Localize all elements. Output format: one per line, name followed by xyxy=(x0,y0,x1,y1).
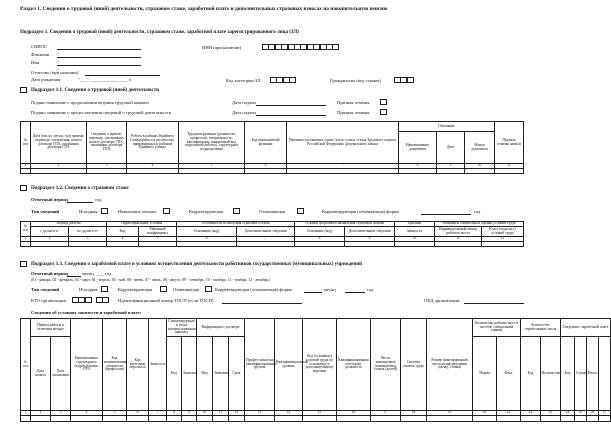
kto-label: КТО организации xyxy=(31,298,66,303)
col-number: 9 xyxy=(345,237,395,242)
col-number: 3 xyxy=(69,237,107,242)
thc-contract-term: Срок xyxy=(229,337,245,411)
col-number: 20 xyxy=(473,411,497,416)
thc-qual-category: Квалификационная категория, должность xyxy=(337,319,371,411)
sub13-form-month-label: месяц xyxy=(324,287,336,292)
kto-dot: . xyxy=(92,298,94,303)
sub13-type-label: Тип сведений xyxy=(31,287,60,292)
col-number: 16 xyxy=(337,411,371,416)
inn-label: ИНН (при наличии) xyxy=(202,45,242,50)
sub13-form-month-field[interactable] xyxy=(304,292,322,293)
col-number: 2 xyxy=(31,164,87,169)
col-number: 8 xyxy=(399,164,437,169)
col-number: 11 xyxy=(213,411,229,416)
th12-from: с дд.мм.гггг xyxy=(31,227,69,237)
sub11-checkbox[interactable] xyxy=(20,87,27,93)
col-number: 2 xyxy=(31,411,51,416)
thc-pay-system: Система оплаты труда xyxy=(401,319,427,411)
th12-flag: Признак xyxy=(395,222,435,227)
sub12-title: Подраздел 1.2. Сведения о страховом стаже xyxy=(31,186,129,191)
th-function: Трудовая функция (должность, профессия, специальность, квалификация, конкретный вид поручаемой работы), структурное подразделение xyxy=(179,122,245,164)
table-row[interactable] xyxy=(21,416,611,422)
sub12-type-initial: Исходная xyxy=(79,209,98,214)
th12-territory: Территориальные условия xyxy=(107,222,177,227)
name-field[interactable] xyxy=(57,65,141,66)
th12-basis: Основание (код) xyxy=(177,227,237,237)
category-cells[interactable] xyxy=(270,77,296,83)
thc-employment: Занятость xyxy=(149,319,167,411)
sub12-type-correcting-box[interactable] xyxy=(233,208,240,214)
col-number: 18 xyxy=(401,411,427,416)
sub13-period-label: Отчетный период xyxy=(31,271,69,276)
sub11-title: Подраздел 1.1. Сведения о трудовой (иной) деятельности xyxy=(31,88,160,93)
thc-salary-sum: Сумма xyxy=(575,337,587,411)
th-reason: Причины увольнения, пункт, часть статьи, статья Трудового кодекса Российской Федерации, федерального закона xyxy=(287,122,399,164)
sub12-checkbox[interactable] xyxy=(20,185,27,191)
col-number: 12 xyxy=(229,411,245,416)
col-number: 8 xyxy=(295,237,345,242)
inn-cells[interactable] xyxy=(262,44,339,50)
thc-start: Дата начала xyxy=(31,337,51,411)
th-basis-date: Дата xyxy=(437,132,465,164)
kto-cells[interactable] xyxy=(72,297,94,303)
thc-work-conditions: Код (основных) условий труда по основному и дополнительному перечню xyxy=(303,319,337,411)
col-number: 5 xyxy=(139,237,177,242)
thc-salary-total: Итого xyxy=(587,337,599,411)
th12-employment: Занятость xyxy=(395,227,435,237)
thc-workplaces: Количество рабочих мест в системе специальной оценки xyxy=(473,319,521,337)
sub12-type-cancelling-box[interactable] xyxy=(297,208,304,214)
thc-category: Код категории персонала xyxy=(127,319,149,411)
col-number: 1 xyxy=(21,411,31,416)
section-title: Раздел 1. Сведения о трудовой (иной) деятельности, страховом стаже, заработной плате и дополнительных страховых взносах на накопительную пенсию xyxy=(20,6,388,12)
sub12-form-year-label: год xyxy=(474,209,481,214)
sub13-type-initial-box[interactable] xyxy=(101,286,108,292)
okd-field[interactable] xyxy=(464,303,524,304)
thc-hours-count: Количество xyxy=(541,337,561,411)
col-number: 10 xyxy=(395,237,435,242)
th-basis-number: Номер документа xyxy=(465,132,495,164)
col-number: 1 xyxy=(21,164,31,169)
col-number: 10 xyxy=(197,411,213,416)
col-number: 1 xyxy=(21,237,31,242)
category-label: Код категории ЗЛ xyxy=(226,78,261,83)
th-num: № п/п xyxy=(21,122,31,164)
sub12-type-initial-box[interactable] xyxy=(101,208,108,214)
sub12-form-period-field[interactable] xyxy=(421,214,471,215)
thc-period: Период работы в отчетном месяце xyxy=(31,319,71,337)
sub12-period-label: Отчетный период xyxy=(31,197,69,202)
col-number: 4 xyxy=(107,237,139,242)
thc-structure: Наименование структурного подразделения, ОТО xyxy=(71,319,103,411)
th-info: Сведения о приеме, переводе, увольнении, начале договора ГПХ, окончании договора ГПХ xyxy=(87,122,127,164)
birth-date-field[interactable]: "___" ____________ ____ г. xyxy=(78,77,132,82)
th12-class: Класс (подкласс) условий труда xyxy=(482,227,524,237)
sub1-title: Подраздел 1. Сведения о трудовой (иной) деятельности, страховом стаже, заработной плате зарегистрированного лица (ЗЛ) xyxy=(20,30,299,35)
sub13-type-cancelling-box[interactable] xyxy=(205,286,212,292)
sub13-form-year-field[interactable] xyxy=(345,292,365,293)
thc-fact: Факт xyxy=(497,337,521,411)
sub13-title: Подраздел 1.3. Сведения о заработной плате и условиях осуществления деятельности работников государственных (муниципальных) учреждений xyxy=(31,262,363,267)
thc-end: Дата окончания xyxy=(51,337,71,411)
th12-extra: Дополнительные сведения xyxy=(237,227,295,237)
col-number: 24 xyxy=(561,411,575,416)
kto-cells-2[interactable] xyxy=(96,297,109,303)
surname-field[interactable] xyxy=(57,57,141,58)
col-number: 5 xyxy=(179,164,245,169)
th12-to: по дд.мм.гггг xyxy=(69,227,107,237)
col-number: 6 xyxy=(127,411,149,416)
sub11-table xyxy=(20,121,524,174)
th12-extra2: Дополнительные сведения xyxy=(345,227,395,237)
thc-salary-extra xyxy=(599,337,611,411)
sub12-type-label: Тип сведений xyxy=(31,209,60,214)
thc-fixed-part: Размер фиксированной части вознаграждения (оклад, ставка) xyxy=(427,319,473,411)
conditions-title: Сведения об условиях занятости и заработной плате: xyxy=(31,310,142,315)
sub13-month-field[interactable] xyxy=(67,276,81,277)
snils-field[interactable] xyxy=(57,49,141,50)
sub11-date2-label: Дата подачи xyxy=(232,110,256,115)
col-number: 10 xyxy=(465,164,495,169)
sub13-months-line: (01 - январь, 02 - февраль, 03 - март, 04 - апрель, 05 - май, 06 - июнь, 07 - июль, 08 - август, 09 - сентябрь, 10 - октябрь, 11 - ноябрь, 12 - декабрь) xyxy=(31,278,270,282)
thc-hours: Количество отработанных часов xyxy=(521,319,561,337)
col-number: 7 xyxy=(237,237,295,242)
col-number: 22 xyxy=(521,411,541,416)
sub11-date2-field[interactable] xyxy=(256,115,326,116)
thc-contract: Информация о договоре xyxy=(197,319,245,337)
citizenship-label: Гражданство (код страны) xyxy=(330,78,382,83)
surname-label: Фамилия xyxy=(31,52,49,57)
col-number: 19 xyxy=(427,411,473,416)
sub12-type-correcting: Корректирующая xyxy=(189,209,224,214)
col-number: 4 xyxy=(71,411,103,416)
col-number: 6 xyxy=(245,164,287,169)
sub13-type-correcting-box[interactable] xyxy=(160,286,167,292)
col-number: 5 xyxy=(103,411,127,416)
thc-position: Код наименования должности (профессии) xyxy=(103,319,127,411)
col-number: 9 xyxy=(182,411,197,416)
col-number: 12 xyxy=(482,237,524,242)
sub13-type-cancelling: Отменяющая xyxy=(173,287,199,292)
birth-date-label: Дата рождения xyxy=(31,77,61,82)
th12-early: Условия досрочного назначения страховой пенсии xyxy=(295,222,395,227)
sub11-cancel1-label: Признак отмены xyxy=(337,100,370,105)
sub12-year-label: год xyxy=(95,197,102,202)
thc-hours-code: Код xyxy=(521,337,541,411)
col-number: 25 xyxy=(575,411,587,416)
th12-coef: Районный коэффициент xyxy=(139,227,177,237)
table-row[interactable] xyxy=(21,242,524,247)
col-number: 11 xyxy=(435,237,482,242)
sub11-date1-label: Дата подачи xyxy=(232,100,256,105)
thc-salary-code: Код xyxy=(561,337,575,411)
sub12-type-pension-box[interactable] xyxy=(163,208,170,214)
thc-rates: Число замещаемых (занимаемых) ставок (долей) xyxy=(371,319,401,411)
th12-basis2: Основание (код) xyxy=(295,227,345,237)
conditions-table xyxy=(20,318,611,422)
col-number: 3 xyxy=(87,164,127,169)
thc-norm: Норма xyxy=(473,337,497,411)
th12-code: Код xyxy=(107,227,139,237)
col-number: 23 xyxy=(541,411,561,416)
sub12-type-correcting-form: Корректирующая (отменяющая) форма xyxy=(322,209,399,214)
th-basis-doc: Наименование документа xyxy=(399,132,437,164)
th-north: Работа в районах Крайнего Севера/работа в местностях, приравненных к районам Крайнего Севера xyxy=(127,122,179,164)
sub13-type-initial: Исходная xyxy=(79,287,98,292)
sub11-cancel1-box[interactable] xyxy=(380,99,387,105)
thc-salary: Сведения о заработной плате xyxy=(561,319,611,337)
name-label: Имя xyxy=(31,60,40,65)
sub13-type-correcting: Корректирующая xyxy=(118,287,153,292)
snils-label: СНИЛС xyxy=(31,44,47,49)
col-number: 7 xyxy=(287,164,399,169)
col-number: 11 xyxy=(495,164,524,169)
col-number: 15 xyxy=(303,411,337,416)
col-number: 7 xyxy=(149,411,167,416)
col-number: 9 xyxy=(437,164,465,169)
col-number: 4 xyxy=(127,164,179,169)
patronymic-field[interactable] xyxy=(85,75,160,76)
th12-workplace: Индивидуальный номер рабочего места xyxy=(435,227,482,237)
th-basis: Основание xyxy=(399,122,495,132)
col-number: 14 xyxy=(275,411,303,416)
sub11-cancel2-box[interactable] xyxy=(380,109,387,115)
thc-qual-level: Квалификационный уровень xyxy=(275,319,303,411)
sub13-form-year-label: год xyxy=(367,287,374,292)
col-number: 27 xyxy=(599,411,611,416)
sub13-type-correcting-form: Корректирующая (отменяющая) форма xyxy=(215,287,292,292)
thc-bonus-value: Значение xyxy=(182,337,197,411)
sub11-line1: Подано заявление о продолжении ведения трудовой книжки xyxy=(31,100,149,105)
sub12-table xyxy=(20,221,524,247)
patronymic-label: Отчество (при наличии) xyxy=(31,70,79,75)
thc-num: № п/п xyxy=(21,319,31,411)
col-number: 3 xyxy=(51,411,71,416)
sub13-checkbox[interactable] xyxy=(20,261,27,267)
sub11-date1-field[interactable] xyxy=(256,105,326,106)
col-number: 6 xyxy=(177,237,237,242)
th12-num: № п/п xyxy=(21,222,31,237)
th-cancel: Признак отмены записи xyxy=(495,122,524,164)
th-date: Дата (число, месяц, год) приема, перевода, увольнения, начала договора ГПХ, окончания договора ГПХ xyxy=(31,122,87,164)
sub13-period-value: месяц ____ год xyxy=(82,271,112,276)
table-row[interactable] xyxy=(21,169,524,174)
col-number: 2 xyxy=(31,237,69,242)
col-number: 13 xyxy=(245,411,275,416)
okd-label: ОКД организации xyxy=(424,298,460,303)
th12-period: Период работы xyxy=(31,222,107,227)
citizenship-cells[interactable] xyxy=(394,77,413,83)
col-number: 17 xyxy=(371,411,401,416)
th-function-code: Код выполняемой функции xyxy=(245,122,287,164)
thc-contract-kind: Вид xyxy=(197,337,213,411)
thc-bonus-code: Код xyxy=(167,337,182,411)
thc-bonus: Стимулирующая и (или) компенсационная выплата xyxy=(167,319,197,337)
tosp-id-field[interactable] xyxy=(222,303,302,304)
thc-contract-value: Значение xyxy=(213,337,229,411)
th12-calc: Особенности исчисления страхового стажа xyxy=(177,222,295,227)
sub11-line2: Подано заявление о предоставлении сведений о трудовой деятельности xyxy=(31,110,172,115)
thc-pkg: Профессионально-квалификационные группы xyxy=(245,319,275,411)
col-number: 21 xyxy=(497,411,521,416)
sub11-cancel2-label: Признак отмены xyxy=(337,110,370,115)
sub12-period-field[interactable] xyxy=(67,202,93,203)
sub12-type-pension: Назначение пенсии xyxy=(118,209,156,214)
col-number: 26 xyxy=(587,411,599,416)
tosp-id-label: Идентификационный номер ТОСП (если ТОСП) xyxy=(118,298,214,303)
sub12-type-cancelling: Отменяющая xyxy=(259,209,285,214)
col-number: 8 xyxy=(167,411,182,416)
th12-sout: Реквизиты специальной оценки условий труда xyxy=(435,222,524,227)
